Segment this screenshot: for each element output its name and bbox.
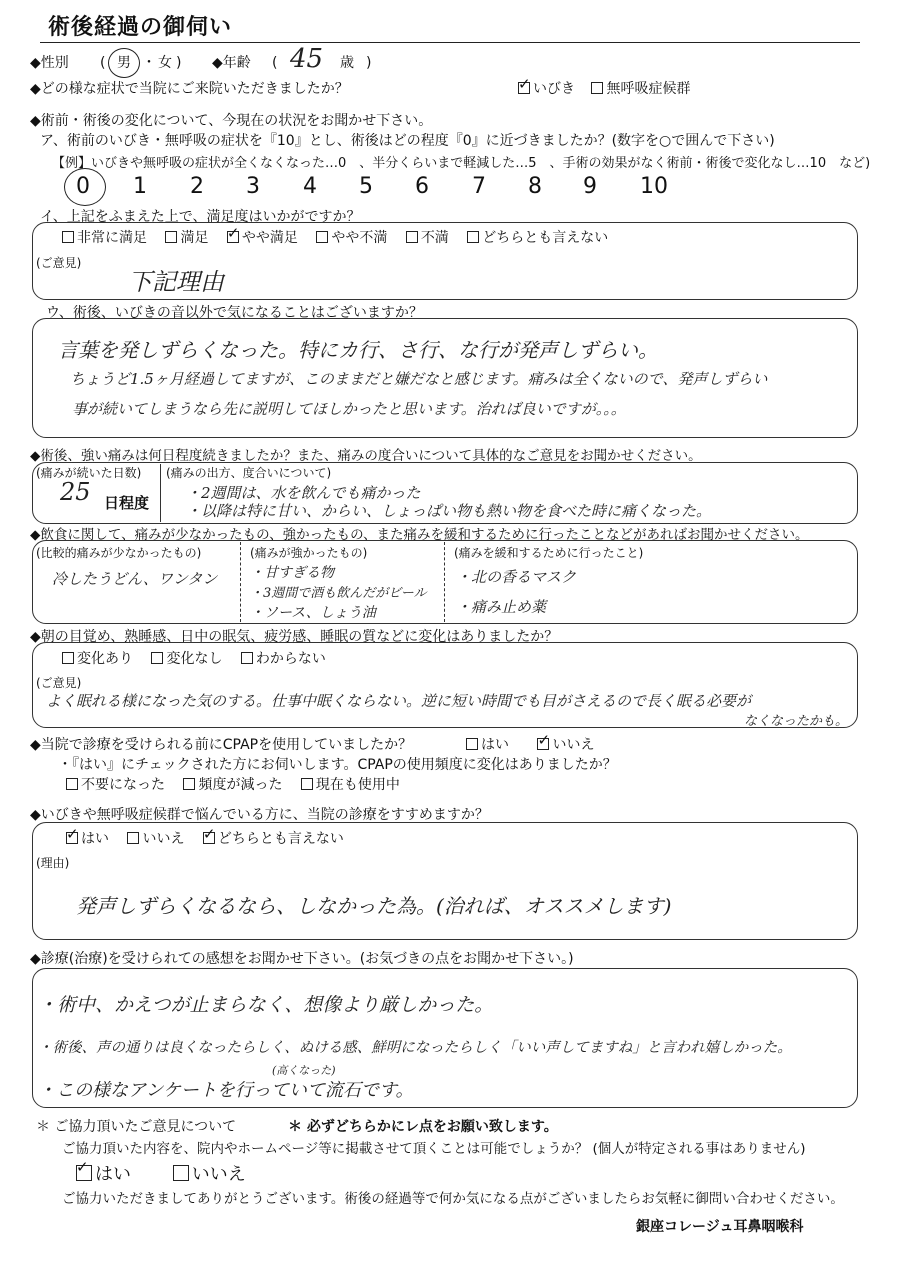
food-divider-2 <box>444 542 445 622</box>
satisfied-checkbox[interactable] <box>165 231 177 243</box>
scale-1[interactable]: 1 <box>133 174 147 199</box>
no-change-checkbox[interactable] <box>151 652 163 664</box>
concern-line-3[interactable]: 事が続いてしまうなら先に説明してほしかったと思います。治れば良いですが。。。 <box>72 400 626 418</box>
neither-checkbox[interactable] <box>467 231 479 243</box>
scale-4[interactable]: 4 <box>303 174 317 199</box>
cpap-still-using-label: 現在も使用中 <box>315 777 400 793</box>
food-strong-line-1[interactable]: ・甘すぎる物 <box>250 565 334 581</box>
somewhat-dissatisfied-checkbox[interactable] <box>316 231 328 243</box>
recommend-reason[interactable]: 発声しずらくなるなら、しなかった為。(治れば、オススメします) <box>76 894 672 918</box>
unknown-label: わからない <box>255 651 326 667</box>
impression-line-3[interactable]: ・この様なアンケートを行っていて流石です。 <box>38 1080 414 1101</box>
snore-label: いびき <box>533 81 575 97</box>
no-change-label: 変化なし <box>166 651 223 667</box>
apnea-label: 無呼吸症候群 <box>606 81 691 97</box>
recommend-no-label: いいえ <box>142 831 185 847</box>
morning-question: ◆朝の目覚め、熟睡感、日中の眠気、疲労感、睡眠の質などに変化はありましたか？ <box>30 629 559 645</box>
age-open-paren: ( <box>272 55 278 71</box>
consent-yes-checkbox[interactable] <box>76 1165 92 1181</box>
scale-10[interactable]: 10 <box>640 174 668 199</box>
morning-options <box>62 650 340 668</box>
concern-line-2[interactable]: ちょうど1.5ヶ月経過してますが、このままだと嫌だなと感じます。痛みは全くないので、発声しずらい <box>70 370 768 388</box>
sex-female[interactable]: 女 <box>158 55 172 71</box>
consent-options <box>76 1160 246 1186</box>
recommend-yes-checkbox[interactable] <box>66 832 78 844</box>
impression-line-2[interactable]: ・術後、声の通りは良くなったらしく、ぬける感、鮮明になったらしく「いい声してますね」と言われ嬉しかった。 <box>38 1040 792 1056</box>
impression-note: (高くなった) <box>272 1064 336 1077</box>
cpap-no-checkbox[interactable] <box>537 738 549 750</box>
very-satisfied-checkbox[interactable] <box>62 231 74 243</box>
cpap-reduced-label: 頻度が減った <box>198 777 283 793</box>
neither-label: どちらとも言えない <box>482 230 609 246</box>
concern-line-1[interactable]: 言葉を発しずらくなった。特にカ行、さ行、な行が発声しずらい。 <box>58 338 658 362</box>
impression-line-1[interactable]: ・術中、かえつが止まらなく、想像より厳しかった。 <box>38 994 494 1016</box>
change-example: 【例】いびきや無呼吸の症状が全くなくなった…0 、半分くらいまで軽減した…5 、手術の効果がなく術前・術後で変化なし…10 など) <box>52 156 871 171</box>
age-value[interactable]: 45 <box>290 44 324 74</box>
changed-checkbox[interactable] <box>62 652 74 664</box>
impression-question: ◆診療(治療)を受けられての感想をお聞かせ下さい。(お気づきの点をお聞かせ下さい。) <box>30 951 574 967</box>
consent-yes-label: はい <box>95 1164 131 1185</box>
recommend-no-checkbox[interactable] <box>127 832 139 844</box>
scale-5[interactable]: 5 <box>359 174 373 199</box>
somewhat-satisfied-label: やや満足 <box>241 230 298 246</box>
sex-male[interactable]: 男 <box>117 55 131 71</box>
satisfaction-options <box>62 229 622 247</box>
scale-6[interactable]: 6 <box>415 174 429 199</box>
cpap-unneeded-checkbox[interactable] <box>66 778 78 790</box>
sex-label: ◆性別 <box>30 55 69 71</box>
satisfaction-comment-label: (ご意見) <box>36 256 82 270</box>
scale-3[interactable]: 3 <box>246 174 260 199</box>
concern-question: ウ、術後、いびきの音以外で気になることはございますか？ <box>46 305 423 321</box>
cpap-yes-checkbox[interactable] <box>466 738 478 750</box>
symptom-options <box>518 80 690 98</box>
open-paren: ( <box>100 55 106 71</box>
consent-heading-1: ＊ ご協力頂いたご意見について <box>36 1119 237 1135</box>
age-label: ◆年齢 <box>212 55 251 71</box>
cpap-yes-label: はい <box>481 737 509 753</box>
somewhat-dissatisfied-label: やや不満 <box>331 230 388 246</box>
recommend-options <box>66 830 358 848</box>
thanks-text: ご協力いただきましてありがとうございます。術後の経過等で何か気になる点がございましたらお気軽に御問い合わせください。 <box>62 1191 844 1207</box>
dissatisfied-label: 不満 <box>420 230 449 246</box>
pain-question: ◆術後、強い痛みは何日程度続きましたか？また、痛みの度合いについて具体的なご意見をお聞かせください。 <box>30 448 702 464</box>
sex-separator: ・ <box>142 55 156 71</box>
food-relief-label: (痛みを緩和するために行ったこと) <box>454 546 644 560</box>
food-question: ◆飲食に関して、痛みが少なかったもの、強かったもの、また痛みを緩和するために行ったことなどがあればお聞かせください。 <box>30 527 809 543</box>
satisfaction-comment[interactable]: 下記理由 <box>128 268 224 296</box>
cpap-reduced-checkbox[interactable] <box>183 778 195 790</box>
satisfaction-question: イ、上記をふまえた上で、満足度はいかがですか？ <box>40 209 361 225</box>
morning-comment-line-2[interactable]: なくなったかも。 <box>744 714 849 729</box>
food-relief-line-2[interactable]: ・痛み止め薬 <box>456 598 547 616</box>
cpap-followup-question: ・『はい』にチェックされた方にお伺いします。CPAPの使用頻度に変化はありましたか？ <box>58 757 617 773</box>
pain-degree-line-1[interactable]: ・2週間は、水を飲んでも痛かった <box>186 484 421 502</box>
very-satisfied-label: 非常に満足 <box>77 230 147 246</box>
morning-comment-line-1[interactable]: よく眠れる様になった気のする。仕事中眠くならない。逆に短い時間でも目がさえるので長く眠る必要が <box>46 692 752 710</box>
recommend-yes-label: はい <box>81 831 109 847</box>
consent-no-label: いいえ <box>191 1164 246 1185</box>
cpap-unneeded-label: 不要になった <box>81 777 165 793</box>
consent-question: ご協力頂いた内容を、院内やホームページ等に掲載させて頂くことは可能でしょうか？ (個人が特定される事はありません) <box>62 1141 806 1157</box>
scale-2[interactable]: 2 <box>190 174 204 199</box>
scale-0[interactable]: 0 <box>76 174 90 199</box>
consent-heading-2: ＊ 必ずどちらかにレ点をお願い致します。 <box>288 1119 558 1135</box>
pain-days-label: (痛みが続いた日数) <box>36 466 142 480</box>
pain-days-unit: 日程度 <box>104 494 150 512</box>
changed-label: 変化あり <box>77 651 133 667</box>
cpap-options <box>466 736 594 754</box>
pain-degree-label: (痛みの出方、度合いについて) <box>166 466 332 480</box>
cpap-followup-options <box>66 776 414 794</box>
title-underline <box>40 42 860 43</box>
scale-9[interactable]: 9 <box>583 174 597 199</box>
food-strong-label: (痛みが強かったもの) <box>250 546 368 560</box>
scale-0-circle-mark <box>64 168 106 206</box>
scale-row <box>0 174 900 204</box>
cpap-still-using-checkbox[interactable] <box>301 778 313 790</box>
pain-days-value[interactable]: 25 <box>60 478 91 506</box>
pain-divider <box>160 464 161 522</box>
apnea-checkbox[interactable] <box>591 82 603 94</box>
cpap-question: ◆当院で診療を受けられる前にCPAPを使用していましたか？ <box>30 737 413 753</box>
change-question: ア、術前のいびき・無呼吸の症状を『10』とし、術後はどの程度『0』に近づきましたか？(数字を○で囲んで下さい) <box>40 133 775 149</box>
symptom-question: ◆どの様な症状で当院にご来院いただきましたか？ <box>30 81 349 97</box>
clinic-name: 銀座コレージュ耳鼻咽喉科 <box>636 1219 804 1235</box>
unknown-checkbox[interactable] <box>241 652 253 664</box>
food-strong-line-3[interactable]: ・ソース、しょう油 <box>250 605 376 621</box>
age-unit: 歳 <box>340 55 354 71</box>
somewhat-satisfied-checkbox[interactable] <box>227 231 239 243</box>
consent-no-checkbox[interactable] <box>173 1165 189 1181</box>
food-less-label: (比較的痛みが少なかったもの) <box>36 546 202 560</box>
recommend-reason-label: (理由) <box>36 856 70 870</box>
recommend-question: ◆いびきや無呼吸症候群で悩んでいる方に、当院の診療をすすめますか？ <box>30 807 489 823</box>
food-less-value[interactable]: 冷したうどん、ワンタン <box>52 570 218 588</box>
close-paren: ) <box>176 55 182 71</box>
recommend-neither-checkbox[interactable] <box>203 832 215 844</box>
scale-7[interactable]: 7 <box>472 174 486 199</box>
age-close-paren: ) <box>366 55 372 71</box>
change-heading: ◆術前・術後の変化について、今現在の状況をお聞かせ下さい。 <box>30 113 433 129</box>
food-strong-line-2[interactable]: ・3週間で酒も飲んだがビール <box>250 586 427 601</box>
morning-comment-label: (ご意見) <box>36 676 82 690</box>
cpap-no-label: いいえ <box>552 737 595 753</box>
pain-degree-line-2[interactable]: ・以降は特に甘い、からい、しょっぱい物も熱い物を食べた時に痛くなった。 <box>186 502 712 520</box>
snore-checkbox[interactable] <box>518 82 530 94</box>
satisfied-label: 満足 <box>180 230 209 246</box>
food-divider-1 <box>240 542 241 622</box>
dissatisfied-checkbox[interactable] <box>406 231 418 243</box>
food-relief-line-1[interactable]: ・北の香るマスク <box>456 568 577 586</box>
male-circle-mark <box>108 48 140 78</box>
recommend-neither-label: どちらとも言えない <box>217 831 344 847</box>
page-title: 術後経過の御伺い <box>48 15 233 40</box>
scale-8[interactable]: 8 <box>528 174 542 199</box>
